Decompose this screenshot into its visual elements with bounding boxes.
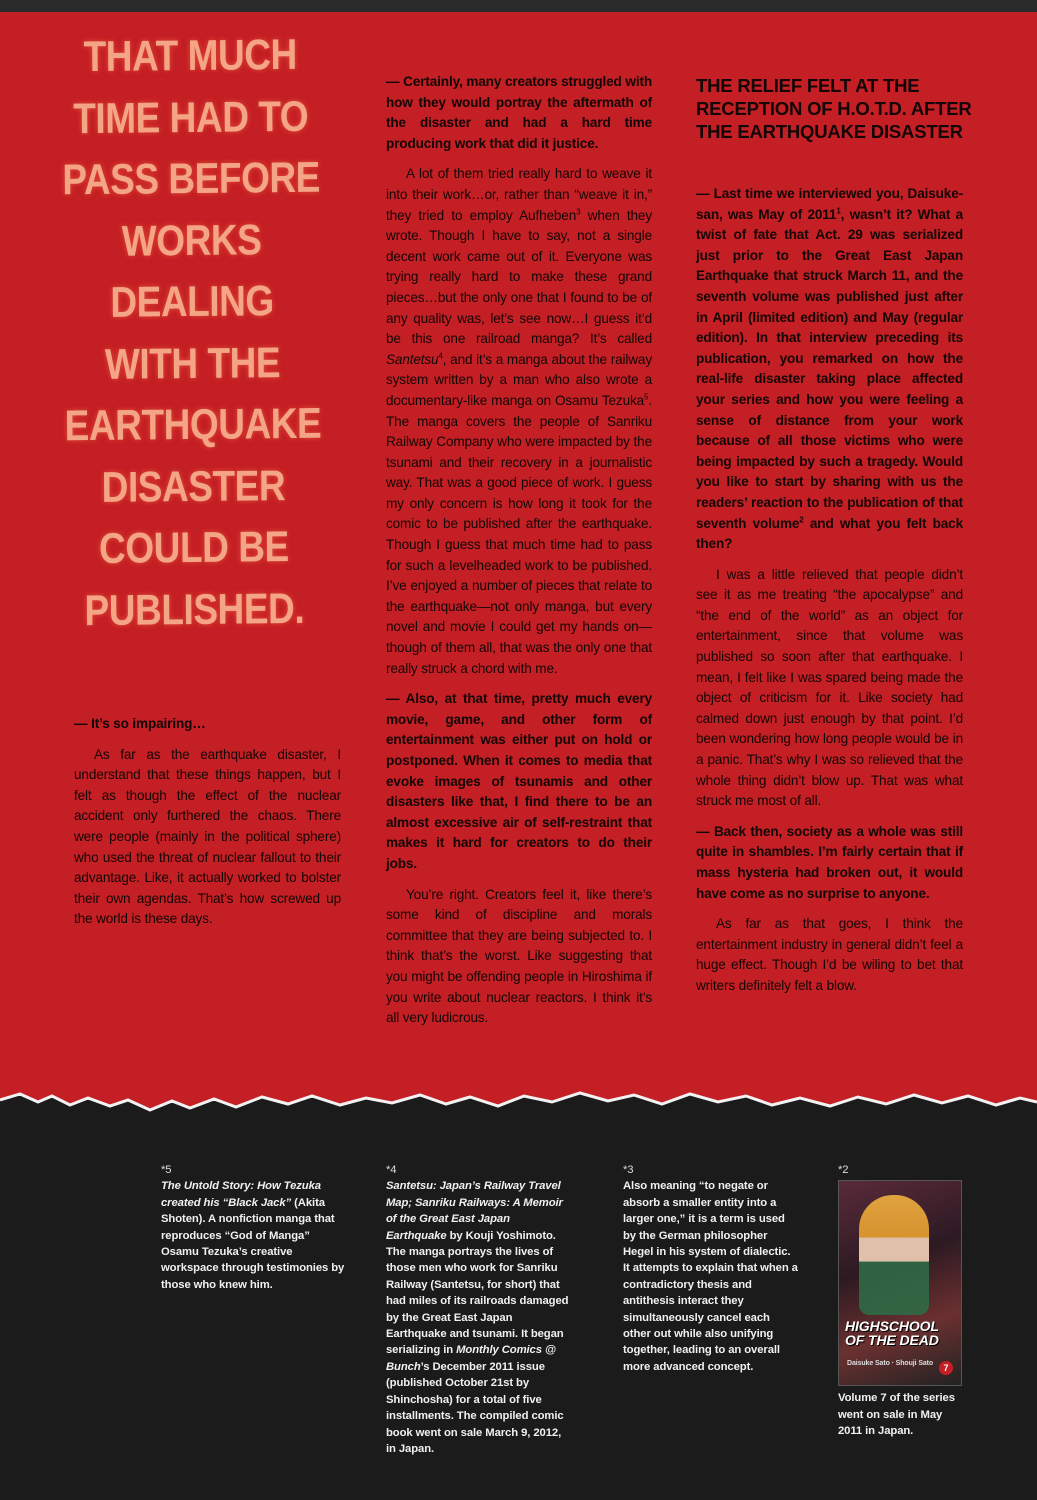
- pull-quote-line: WORKS: [121, 215, 262, 266]
- footnote-3: [623, 1162, 798, 1375]
- footnote-caption: Volume 7 of the series went on sale in May 2011 in Japan.: [838, 1392, 955, 1438]
- footnote-text: (Akita Shoten). A nonfiction manga that reproduces “God of Manga” Osamu Tezuka’s creative workspace through testimonies by those who knew him.: [161, 1196, 345, 1291]
- interview-question: — Also, at that time, pretty much every movie, game, and other form of entertainment was either put on hold or postponed. When it comes to media that evoke images of tsunamis and other disasters like that, I find there to be an almost excessive air of self-restraint that makes it hard for creators to do their jobs.: [386, 691, 652, 871]
- manga-cover-image: [838, 1180, 962, 1386]
- section-heading: THE RELIEF FELT AT THE RECEPTION OF H.O.T.D. AFTER THE EARTHQUAKE DISASTER: [696, 75, 972, 142]
- interview-question: — Back then, society as a whole was still quite in shambles. I’m fairly certain that if mass hysteria had broken out, it would have come as no surprise to anyone.: [696, 823, 963, 901]
- footnote-number: *4: [386, 1164, 397, 1176]
- footnote-number: *2: [838, 1164, 849, 1176]
- pull-quote-line: DEALING: [110, 277, 274, 327]
- footnote-ref: 4: [438, 351, 443, 361]
- left-column: [74, 714, 341, 940]
- top-edge-strip: [0, 0, 1037, 12]
- torn-paper-edge: [0, 1060, 1037, 1150]
- middle-column: [386, 72, 652, 1039]
- interview-answer: You’re right. Creators feel it, like there’s some kind of discipline and morals committee that they are being subjected to. I think that’s the worst. Like suggesting that you might be offending people in Hiroshima if you write about nuclear reactors. I think it’s all very ludicrous.: [386, 886, 652, 1026]
- cover-authors: Daisuke Sato · Shouji Sato: [847, 1360, 934, 1368]
- right-column: [696, 184, 963, 1007]
- footnote-ref: 2: [799, 514, 804, 524]
- magazine-title: Monthly Comics @ Bunch: [386, 1344, 556, 1373]
- footnote-5: [161, 1162, 346, 1293]
- pull-quote-line: THAT MUCH: [83, 30, 297, 82]
- pull-quote-line: EARTHQUAKE: [64, 399, 322, 451]
- footnote-4: [386, 1162, 571, 1457]
- interview-question: — Last time we interviewed you, Daisuke-san, was May of 2011$^1$, wasn’t it? What a twist of fate that Act. 29 was serialized just prior to the Great East Japan Earthquake that struck March 11, and the seventh volume was published just after in April (limited edition) and May (regular edition). In that interview preceding its publication, you remarked on how the real-life disaster taking place affected your series and how you were feeling a sense of distance from your work because of all those victims who were being impacted by such a tragedy. Would you like to start by sharing with us the readers’ reaction to the publication of that seventh volume$^2$ and what you felt back then?: [696, 186, 963, 552]
- footnote-number: *3: [623, 1164, 634, 1176]
- manga-title: Santetsu: [386, 351, 439, 367]
- pull-quote-line: TIME HAD TO: [73, 92, 309, 143]
- pull-quote: [46, 25, 340, 643]
- pull-quote-line: PUBLISHED.: [84, 584, 305, 635]
- interview-question: — It’s so impairing…: [74, 716, 206, 731]
- pull-quote-line: COULD BE: [98, 523, 289, 573]
- pull-quote-line: DISASTER: [101, 461, 286, 512]
- footnote-ref: 1: [836, 206, 841, 216]
- interview-answer: As far as that goes, I think the entertainment industry in general didn’t feel a huge effect. Though I’d be wiling to bet that writers definitely felt a blow.: [696, 916, 963, 993]
- footnote-text: by Kouji Yoshimoto. The manga portrays the lives of those men who work for Sanriku Railway (Santetsu, for short) that had miles of its railroads damaged by the Great East Japan Earthquake and tsunami. It began serializing in: [386, 1229, 569, 1357]
- pull-quote-line: WITH THE: [104, 338, 281, 389]
- interview-answer: As far as the earthquake disaster, I understand that these things happen, but I felt as though the effect of the nuclear accident only furthered the chaos. There were people (mainly in the political sphere) who used the threat of nuclear fallout to their advantage. Like, it actually worked to bolster their own agendas. That’s how screwed up the world is these days.: [74, 746, 341, 927]
- footnote-ref: 3: [576, 207, 581, 217]
- interview-question: — Certainly, many creators struggled with how they would portray the aftermath of the disaster and had a hard time producing work that did it justice.: [386, 74, 652, 151]
- cover-title: HIGHSCHOOL OF THE DEAD: [845, 1318, 939, 1349]
- footnote-number: *5: [161, 1164, 172, 1176]
- cover-character-illustration: [859, 1195, 929, 1315]
- interview-answer: I was a little relieved that people didn’t see it as me treating “the apocalypse” and “the end of the world” as an object for entertainment, since that volume was published so soon after that earthquake. I mean, I felt like I was spared being made the object of criticism for it. Like society had calmed down just enough by that point. I’d been wondering how long people would be in a panic. That’s why I was so relieved that the whole thing didn’t blow up. That was what struck me most of all.: [696, 566, 963, 809]
- footnote-2: [838, 1162, 968, 1440]
- footnote-title: The Untold Story: How Tezuka created his “Black Jack”: [161, 1180, 321, 1209]
- pull-quote-line: PASS BEFORE: [62, 153, 321, 205]
- interview-answer: A lot of them tried really hard to weave it into their work…or, rather than “weave it in,” they tried to employ Aufheben$^3$ when they wrote. Though I have to say, not a single decent work came out of it. Everyone was trying really hard to make these grand pieces…but the only one that I found to be of any quality was, let’s see now…I guess it’d be this one railroad manga? It’s called Santetsu$^4$, and it’s a manga about the railway system written by a man who also wrote a documentary-like manga on Osamu Tezuka$^5$. The manga covers the people of Sanriku Railway Company who were impacted by the tsunami and their recovery in a journalistic way. That was a good piece of work. I guess my only concern is how long it took for the comic to be published after the earthquake. Though I guess that much time had to pass for such a levelheaded work to be published. I’ve enjoyed a number of pieces that relate to the earthquake—not only manga, but every novel and movie I could get my hands on—though of them all, that was the only one that really struck a chord with me.: [386, 166, 652, 676]
- cover-volume-badge: 7: [939, 1361, 953, 1375]
- footnote-title: Santetsu: Japan’s Railway Travel Map; Sanriku Railways: A Memoir of the Great East Japan Earthquake: [386, 1180, 563, 1242]
- footnote-ref: 5: [644, 392, 649, 402]
- footnote-text: Also meaning “to negate or absorb a smaller entity into a larger one,” it is a term is used by the German philosopher Hegel in his system of dialectic. It attempts to explain that when a contradictory thesis and antithesis interact they simultaneously cancel each other out while also unifying together, leading to an overall more advanced concept.: [623, 1180, 798, 1373]
- footnote-text: ’s December 2011 issue (published October 21st by Shinchosha) for a total of five installments. The compiled comic book went on sale March 9, 2012, in Japan.: [386, 1360, 564, 1455]
